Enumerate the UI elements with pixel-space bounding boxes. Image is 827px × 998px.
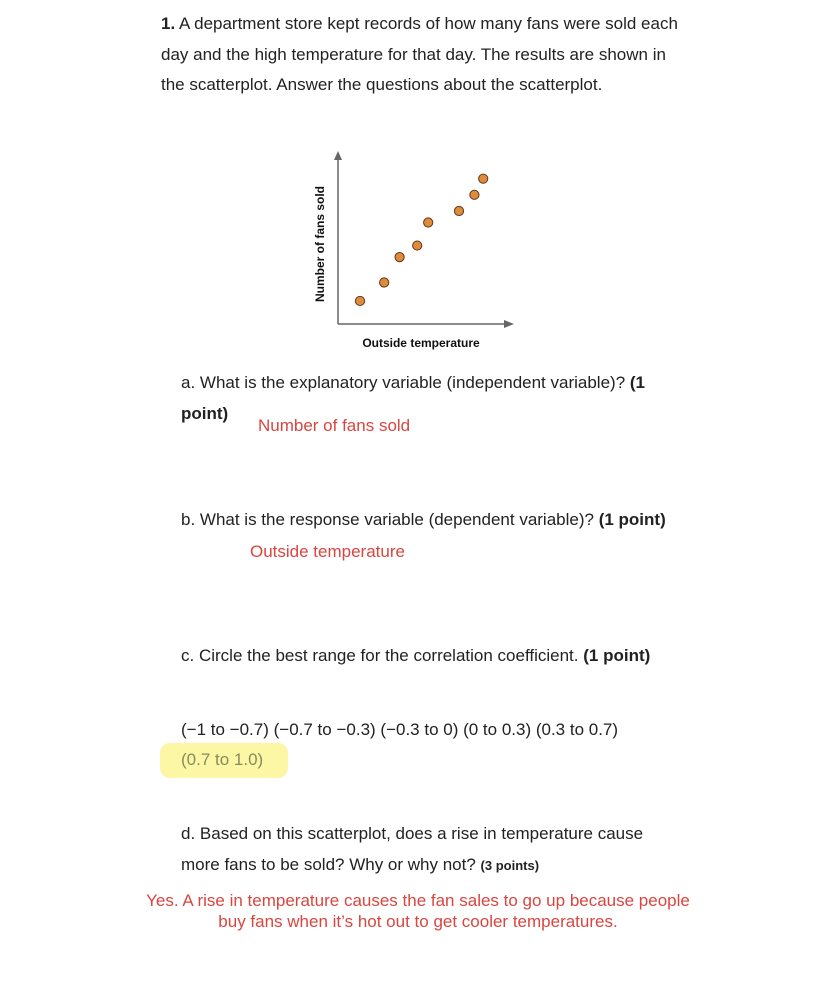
part-d-question	[181, 819, 681, 881]
correlation-ranges: (−1 to −0.7) (−0.7 to −0.3) (−0.3 to 0) (0 to 0.3) (0.3 to 0.7)	[181, 720, 619, 739]
y-axis-arrow	[334, 151, 342, 160]
data-point-3	[395, 253, 404, 262]
selected-range: (0.7 to 1.0)	[181, 750, 264, 769]
part-c-points: (1 point)	[583, 646, 651, 665]
scatter-chart	[300, 146, 530, 356]
part-d-answer: Yes. A rise in temperature causes the fan sales to go up because people buy fans when it’s hot out to get cooler temperatures.	[146, 891, 690, 931]
data-point-4	[413, 241, 422, 250]
x-axis-arrow	[504, 320, 514, 328]
part-c-text: c. Circle the best range for the correlation coefficient.	[181, 646, 579, 665]
part-c-question	[181, 641, 681, 672]
part-b-text: b. What is the response variable (dependent variable)?	[181, 510, 594, 529]
part-d-text: d. Based on this scatterplot, does a rise in temperature cause more fans to be sold? Why or why not?	[181, 824, 644, 874]
part-b-answer: Outside temperature	[250, 542, 405, 561]
data-point-2	[380, 278, 389, 287]
question-number: 1.	[161, 14, 176, 33]
part-a-points: (1 point)	[181, 373, 646, 423]
y-axis-label: Number of fans sold	[313, 185, 327, 303]
data-point-1	[355, 296, 364, 305]
part-a-answer: Number of fans sold	[258, 416, 411, 435]
data-point-5	[424, 218, 433, 227]
part-d-points: (3 points)	[480, 857, 540, 873]
x-axis-label: Outside temperature	[362, 336, 480, 350]
data-point-6	[454, 206, 463, 215]
question-intro	[161, 9, 681, 101]
question-intro-text: A department store kept records of how many fans were sold each day and the high temperature for that day. The results are shown in the scatterplot. Answer the questions about the scatterplot.	[161, 14, 678, 94]
data-point-7	[470, 190, 479, 199]
data-points	[355, 174, 487, 305]
part-b-question	[181, 505, 681, 536]
part-a-question	[181, 368, 681, 429]
data-point-8	[479, 174, 488, 183]
part-b-points: (1 point)	[598, 510, 666, 529]
part-a-text: a. What is the explanatory variable (independent variable)?	[181, 373, 626, 392]
